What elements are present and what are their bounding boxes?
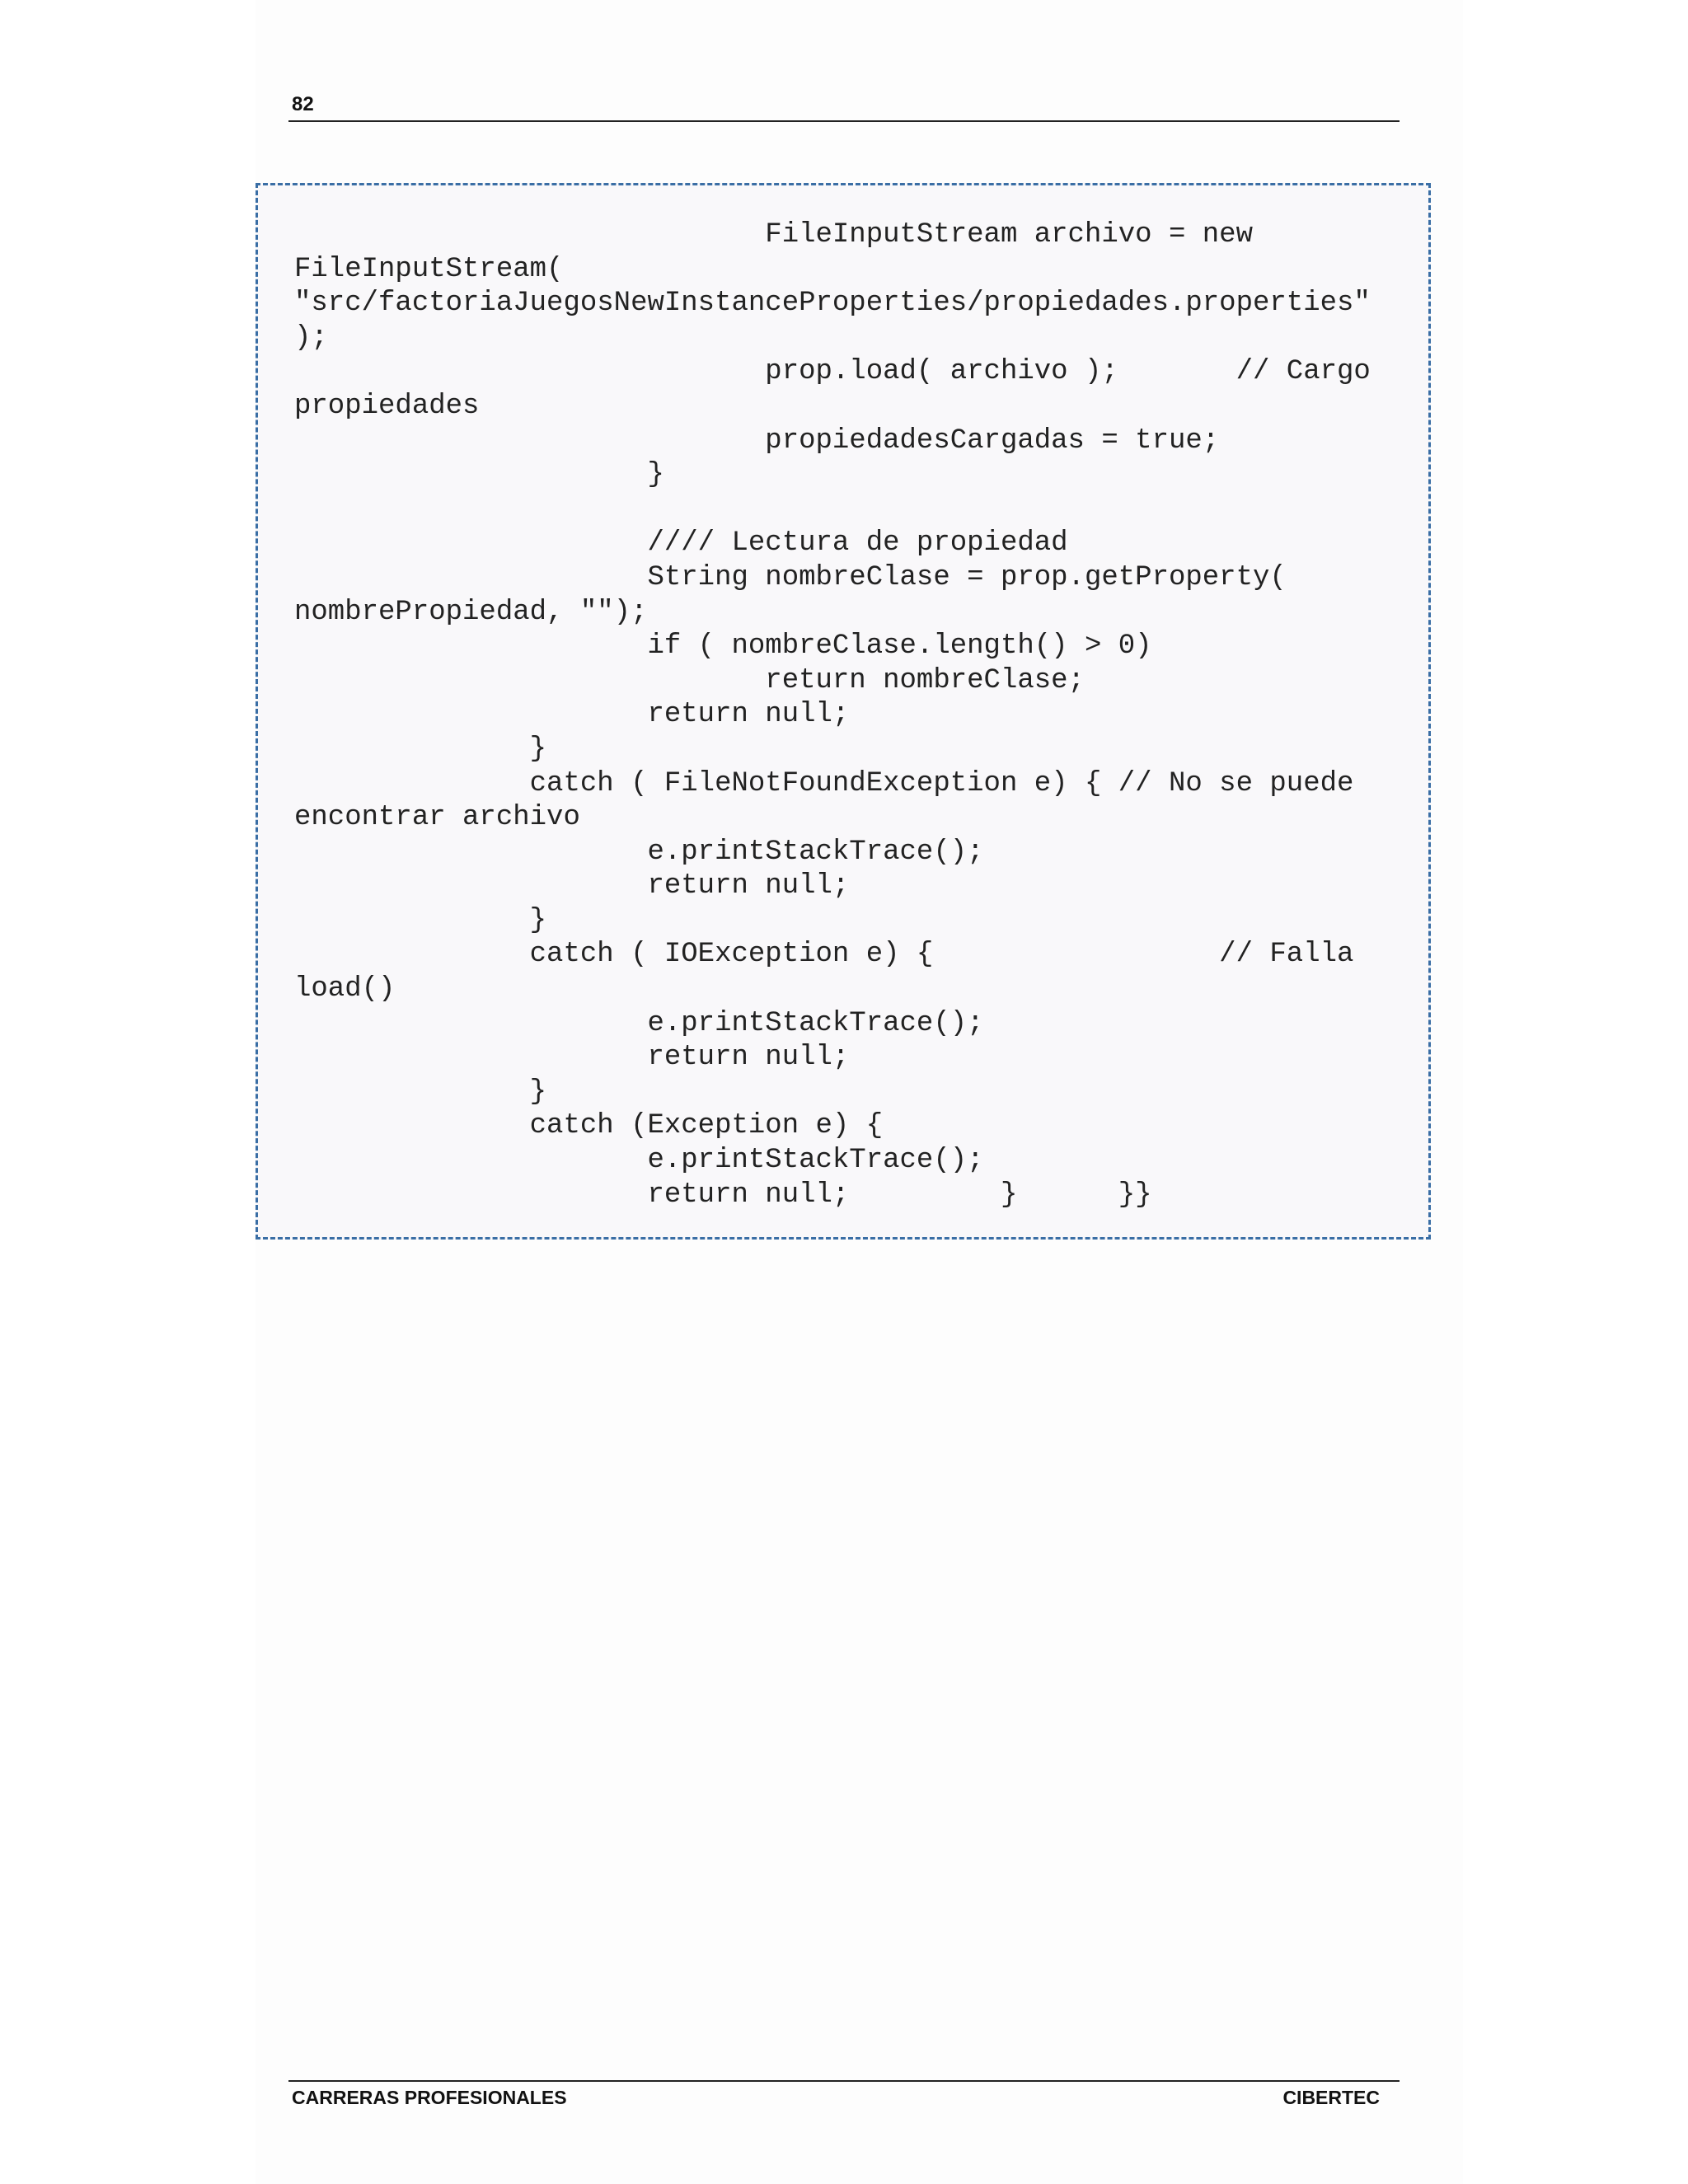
code-box (256, 183, 1431, 1240)
code-listing: FileInputStream archivo = new FileInputStream( "src/factoriaJuegosNewInstanceProperties/propiedades.properties" ); prop.load( archivo ); // Cargo propiedades propiedadesCargadas = true; } //// Lectura de propiedad String nombreClase = prop.getProperty( nombrePropiedad, ""); if ( nombreClase.length() > 0) return nombreClase; return null; } catch ( FileNotFoundException e) { // No se puede encontrar archivo e.printStackTrace(); return null; } catch ( IOException e) { // Falla load() e.printStackTrace(); return null; } catch (Exception e) { e.printStackTrace(); return null; } }} (294, 219, 1371, 1211)
page-number: 82 (292, 93, 314, 115)
footer-left-text: CARRERAS PROFESIONALES (292, 2087, 567, 2108)
footer-right-text: CIBERTEC (1282, 2087, 1380, 2108)
footer-rule (288, 2080, 1400, 2082)
header-rule (288, 120, 1400, 122)
